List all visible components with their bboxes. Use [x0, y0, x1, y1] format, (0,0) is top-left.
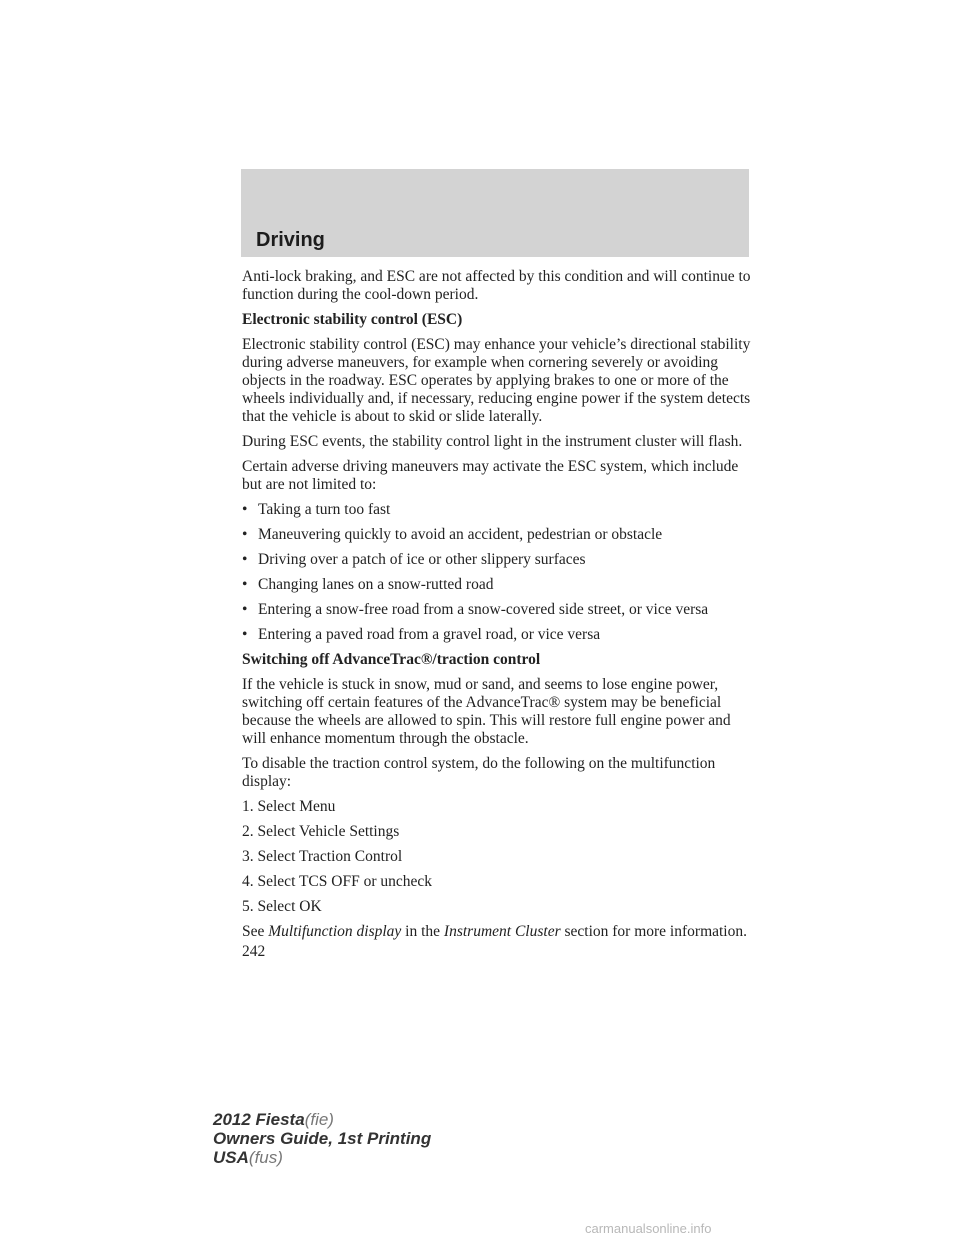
footer-market-code: (fus) — [248, 1148, 283, 1167]
bullet-icon: • — [242, 626, 248, 643]
footer-market: USA — [213, 1148, 249, 1167]
bullet-text: Changing lanes on a snow-rutted road — [258, 576, 494, 593]
paragraph: If the vehicle is stuck in snow, mud or sand, and seems to lose engine power, switching off certain features of the AdvanceTrac® system may be beneficial because the wheels are allowed to spin. This will restore full engine power and will enhance momentum through the obstacle. — [242, 676, 731, 747]
see-prefix: See — [242, 923, 265, 940]
paragraph: During ESC events, the stability control light in the instrument cluster will flash. — [242, 433, 743, 450]
section-heading: Switching off AdvanceTrac®/traction control — [242, 651, 541, 668]
step-item: 5. Select OK — [242, 898, 322, 915]
bullet-item — [242, 601, 752, 619]
page-content — [242, 268, 752, 968]
bullet-icon: • — [242, 526, 248, 543]
bullet-icon: • — [242, 601, 248, 618]
bullet-icon: • — [242, 551, 248, 568]
footer-model-code: (fie) — [304, 1110, 334, 1129]
bullet-item — [242, 576, 752, 594]
bullet-text: Driving over a patch of ice or other slippery surfaces — [258, 551, 586, 568]
footer-line-2: Owners Guide, 1st Printing — [213, 1129, 432, 1148]
bullet-icon: • — [242, 576, 248, 593]
see-reference-link: Multifunction display — [268, 923, 402, 940]
paragraph: Certain adverse driving maneuvers may activate the ESC system, which include but are not limited to: — [242, 458, 739, 493]
bullet-item — [242, 501, 752, 519]
see-reference — [242, 923, 752, 941]
watermark: carmanualsonline.info — [585, 1221, 712, 1236]
see-suffix: section for more information. — [564, 923, 747, 940]
bullet-text: Maneuvering quickly to avoid an accident, pedestrian or obstacle — [258, 526, 663, 543]
footer-line-3 — [213, 1148, 431, 1167]
step-item: 2. Select Vehicle Settings — [242, 823, 400, 840]
paragraph: Anti-lock braking, and ESC are not affected by this condition and will continue to function during the cool-down period. — [242, 268, 751, 303]
footer-imprint — [213, 1110, 431, 1167]
step-item: 1. Select Menu — [242, 798, 336, 815]
section-heading: Electronic stability control (ESC) — [242, 311, 463, 328]
bullet-text: Entering a snow-free road from a snow-covered side street, or vice versa — [258, 601, 709, 618]
section-title: Driving — [256, 229, 325, 251]
paragraph: To disable the traction control system, do the following on the multifunction display: — [242, 755, 716, 790]
see-reference-section: Instrument Cluster — [443, 923, 561, 940]
bullet-icon: • — [242, 501, 248, 518]
footer-line-1 — [213, 1110, 431, 1129]
paragraph: Electronic stability control (ESC) may enhance your vehicle’s directional stability during adverse maneuvers, for example when cornering severely or avoiding objects in the roadway. ESC operates by applying brakes to one or more of the wheels individually and, if necessary, reducing engine power if the system detects that the vehicle is about to skid or slide laterally. — [242, 336, 751, 425]
footer-model: 2012 Fiesta — [213, 1110, 305, 1129]
bullet-item — [242, 526, 752, 544]
bullet-item — [242, 551, 752, 569]
bullet-text: Taking a turn too fast — [258, 501, 391, 518]
step-item: 4. Select TCS OFF or uncheck — [242, 873, 433, 890]
bullet-item — [242, 626, 752, 644]
bullet-text: Entering a paved road from a gravel road, or vice versa — [258, 626, 601, 643]
step-item: 3. Select Traction Control — [242, 848, 403, 865]
page-number: 242 — [242, 943, 266, 960]
see-middle: in the — [405, 923, 441, 940]
